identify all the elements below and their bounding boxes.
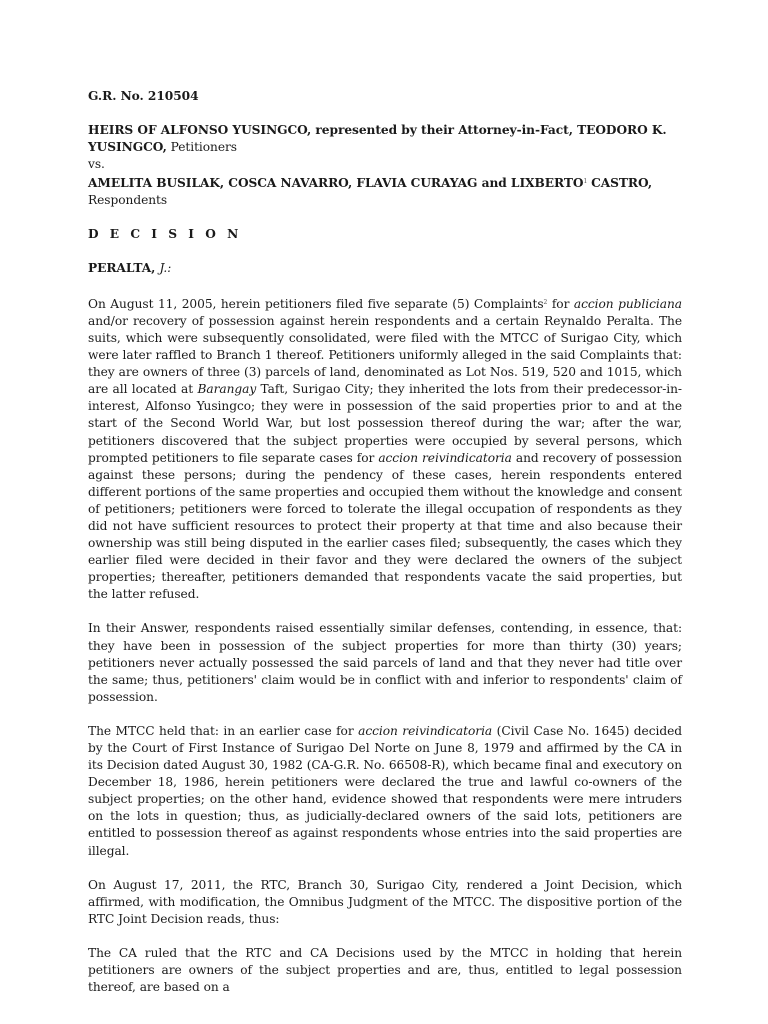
ponente [88, 260, 682, 277]
paragraph-text: On August 11, 2005, herein petitioners filed five separate (5) Complaints [88, 296, 544, 311]
footnote-mark[interactable]: 1 [583, 178, 588, 186]
decision-heading: D E C I S I O N [88, 226, 242, 241]
case-parties [88, 122, 682, 209]
ponente-title: J.: [159, 260, 172, 275]
paragraph-2: In their Answer, respondents raised essentially similar defenses, contending, in essence, that: they have been in possession of the subject properties for more than thirty (30) years; petitioners never actually possessed the said parcels of land and that they never had title over the same; thus, petitioners' claim would be in conflict with and inferior to respondents' claim of possession. [88, 621, 682, 704]
case-number: G.R. No. 210504 [88, 89, 199, 103]
respondents-names-a: AMELITA BUSILAK, COSCA NAVARRO, FLAVIA CURAYAG and LIXBERTO [88, 176, 584, 191]
paragraph-text: and/or recovery of possession against herein respondents and a certain Reynaldo Peralta. The suits, which were subsequently consolidated, were filed with the MTCC of Surigao City, which were later raffled to Branch 1 thereof. Petitioners uniformly alleged in the said Complaints that: they are owners of three (3) parcels of land, denominated as Lot Nos. 519, 520 and 1015, which are all located at [88, 313, 682, 397]
respondents-names-b: CASTRO, [591, 176, 653, 191]
paragraph-4: On August 17, 2011, the RTC, Branch 30, Surigao City, rendered a Joint Decision, which affirmed, with modification, the Omnibus Judgment of the MTCC. The dispositive portion of the RTC Joint Decision reads, thus: [88, 877, 682, 926]
footnote-mark[interactable]: 2 [543, 298, 548, 306]
paragraph-1 [88, 294, 682, 604]
versus: vs. [88, 157, 105, 172]
ponente-name: PERALTA, [88, 260, 156, 275]
paragraph-text: Taft, Surigao City; they inherited the lots from their predecessor-in-interest, Alfonso Yusingco; they were in possession of the said properties prior to and at the start of the Second World War, but lost possession thereof during the war; after the war, petitioners discovered that the subject properties were occupied by several persons, which prompted petitioners to file separate cases for [88, 382, 682, 465]
respondents-label: Respondents [88, 193, 168, 208]
italic-term: Barangay [197, 382, 257, 397]
petitioners-names: HEIRS OF ALFONSO YUSINGCO, represented by their Attorney-in-Fact, TEODORO K. YUSINGCO, [88, 123, 667, 155]
document-page [88, 88, 682, 1013]
paragraph-text: (Civil Case No. 1645) decided by the Court of First Instance of Surigao Del Norte on June 8, 1979 and affirmed by the CA in its Decision dated August 30, 1982 (CA-G.R. No. 66508-R), which became final and executory on December 18, 1986, herein petitioners were declared the true and lawful co-owners of the subject properties; on the other hand, evidence showed that respondents were mere intruders on the lots in question; thus, as judicially-declared owners of the said lots, petitioners are entitled to possession thereof as against respondents whose entries into the said properties are illegal. [88, 723, 683, 858]
paragraph-text: and recovery of possession against these persons; during the pendency of these cases, herein respondents entered different portions of the same properties and occupied them without the knowledge and consent of petitioners; petitioners were forced to tolerate the illegal occupation of respondents as they did not have sufficient resources to protect their property at that time and also because their ownership was still being disputed in the earlier cases filed; subsequently, the cases which they earlier filed were decided in their favor and they were declared the owners of the subject properties; thereafter, petitioners demanded that respondents vacate the said properties, but the latter refused. [88, 450, 682, 602]
italic-term: accion reivindicatoria [358, 723, 493, 738]
paragraph-text: for [547, 296, 574, 311]
paragraph-3 [88, 723, 682, 860]
petitioners-label: Petitioners [170, 140, 237, 155]
italic-term: accion publiciana [573, 296, 682, 311]
italic-term: accion reivindicatoria [378, 450, 512, 465]
paragraph-text: The MTCC held that: in an earlier case for [88, 723, 359, 738]
paragraph-5: The CA ruled that the RTC and CA Decisions used by the MTCC in holding that herein petitioners are owners of the subject properties and are, thus, entitled to legal possession thereof, are based on a [88, 945, 682, 995]
